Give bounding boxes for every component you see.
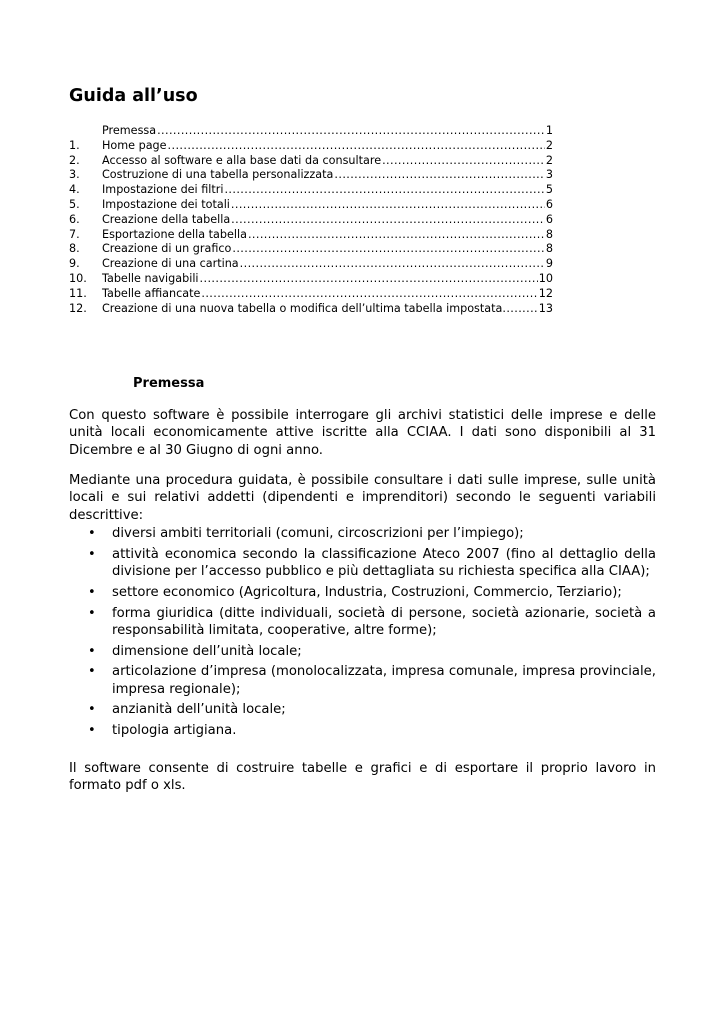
bullet-icon: • — [88, 702, 96, 718]
bullet-icon: • — [88, 546, 96, 562]
toc-entry[interactable] — [69, 154, 553, 169]
toc-entry[interactable] — [69, 213, 553, 228]
toc-text: Creazione di un grafico — [102, 242, 232, 256]
toc-number: 8. — [69, 242, 80, 256]
toc-leader — [200, 272, 538, 287]
toc-number: 12. — [69, 301, 87, 315]
list-item-text: forma giuridica (ditte individuali, società di persone, società azionarie, società a responsabilità limitata, cooperative, altre forme); — [112, 605, 656, 638]
toc-leader — [240, 257, 545, 272]
toc-leader — [201, 287, 537, 302]
list-item — [69, 701, 656, 718]
toc-leader — [382, 154, 545, 169]
toc-page-number: 9 — [545, 257, 553, 271]
toc-entry[interactable] — [69, 124, 553, 139]
toc-leader — [231, 213, 545, 228]
list-item — [69, 525, 656, 542]
list-item — [69, 605, 656, 640]
list-item — [69, 584, 656, 601]
toc-entry[interactable] — [69, 198, 553, 213]
toc-number: 2. — [69, 153, 80, 167]
toc-number: 1. — [69, 138, 80, 152]
toc-text: Creazione di una cartina — [102, 257, 239, 271]
toc-leader — [232, 242, 545, 257]
toc-page-number: 5 — [545, 183, 553, 197]
toc-text: Tabelle affiancate — [102, 286, 201, 300]
toc-page-number: 12 — [538, 286, 553, 300]
toc-entry[interactable] — [69, 242, 553, 257]
bullet-icon: • — [88, 605, 96, 621]
toc-leader — [334, 168, 544, 183]
toc-leader — [168, 139, 545, 154]
list-item — [69, 643, 656, 660]
bullet-icon: • — [88, 664, 96, 680]
table-of-contents — [69, 124, 553, 316]
toc-leader — [224, 183, 544, 198]
toc-leader — [157, 124, 545, 139]
toc-entry[interactable] — [69, 168, 553, 183]
toc-page-number: 2 — [545, 153, 553, 167]
section-heading-premessa: Premessa — [133, 376, 205, 391]
bullet-icon: • — [88, 584, 96, 600]
toc-page-number: 1 — [545, 124, 553, 137]
toc-page-number: 10 — [538, 271, 553, 285]
variables-list — [69, 525, 656, 743]
toc-entry[interactable] — [69, 287, 553, 302]
toc-number: 4. — [69, 183, 80, 197]
toc-text: Accesso al software e alla base dati da consultare — [102, 153, 382, 167]
procedure-paragraph: Mediante una procedura guidata, è possibile consultare i dati sulle imprese, sulle unità locali e sui relativi addetti (dipendenti e imprenditori) secondo le seguenti variabili descrittive: — [69, 473, 656, 523]
list-item — [69, 546, 656, 581]
toc-entry[interactable] — [69, 139, 553, 154]
toc-page-number: 6 — [545, 212, 553, 226]
toc-entry[interactable] — [69, 257, 553, 272]
export-paragraph: Il software consente di costruire tabelle e grafici e di esportare il proprio lavoro in formato pdf o xls. — [69, 761, 656, 794]
toc-page-number: 3 — [545, 168, 553, 182]
list-item — [69, 722, 656, 739]
bullet-icon: • — [88, 526, 96, 541]
toc-page-number: 6 — [545, 197, 553, 211]
toc-text: Creazione di una nuova tabella o modifica dell’ultima tabella impostata — [102, 301, 503, 315]
toc-number: 9. — [69, 257, 80, 271]
toc-entry[interactable] — [69, 183, 553, 198]
toc-number: 11. — [69, 286, 87, 300]
list-item-text: anzianità dell’unità locale; — [112, 702, 286, 718]
list-item-text: attività economica secondo la classificazione Ateco 2007 (fino al dettaglio della divisione per l’accesso pubblico e più dettagliata su richiesta specifica alla CIAA); — [112, 546, 656, 580]
bullet-icon: • — [88, 723, 96, 739]
list-item-text: articolazione d’impresa (monolocalizzata, impresa comunale, impresa provinciale, impresa regionale); — [112, 664, 656, 697]
toc-entry[interactable] — [69, 302, 553, 317]
toc-page-number: 8 — [545, 227, 553, 241]
intro-paragraph: Con questo software è possibile interrogare gli archivi statistici delle imprese e delle unità locali economicamente attive iscritte alla CCIAA. I dati sono disponibili al 31 Dicembre e al 30 Giugno di ogni anno. — [69, 408, 656, 458]
toc-page-number: 8 — [545, 242, 553, 256]
list-item-text: settore economico (Agricoltura, Industria, Costruzioni, Commercio, Terziario); — [112, 584, 622, 600]
list-item-text: dimensione dell’unità locale; — [112, 643, 302, 659]
page-title: Guida all’uso — [69, 86, 198, 106]
toc-text: Costruzione di una tabella personalizzata — [102, 168, 334, 182]
toc-number: 3. — [69, 168, 80, 182]
toc-number: 7. — [69, 227, 80, 241]
toc-text: Creazione della tabella — [102, 212, 231, 226]
toc-text: Premessa — [102, 124, 157, 137]
toc-text: Impostazione dei totali — [102, 197, 230, 211]
toc-number: 6. — [69, 212, 80, 226]
toc-text: Impostazione dei filtri — [102, 183, 224, 197]
toc-leader — [248, 228, 545, 243]
toc-number: 10. — [69, 271, 87, 285]
toc-entry[interactable] — [69, 228, 553, 243]
toc-entry[interactable] — [69, 272, 553, 287]
toc-number: 5. — [69, 197, 80, 211]
toc-page-number: 13 — [538, 301, 553, 315]
toc-text: Esportazione della tabella — [102, 227, 247, 241]
toc-leader — [231, 198, 545, 213]
bullet-icon: • — [88, 643, 96, 659]
list-item — [69, 663, 656, 698]
toc-text: Tabelle navigabili — [102, 271, 199, 285]
toc-leader — [502, 302, 538, 317]
list-item-text: tipologia artigiana. — [112, 723, 237, 739]
list-item-text: diversi ambiti territoriali (comuni, circoscrizioni per l’impiego); — [112, 526, 524, 541]
toc-page-number: 2 — [545, 138, 553, 152]
toc-text: Home page — [102, 138, 167, 152]
